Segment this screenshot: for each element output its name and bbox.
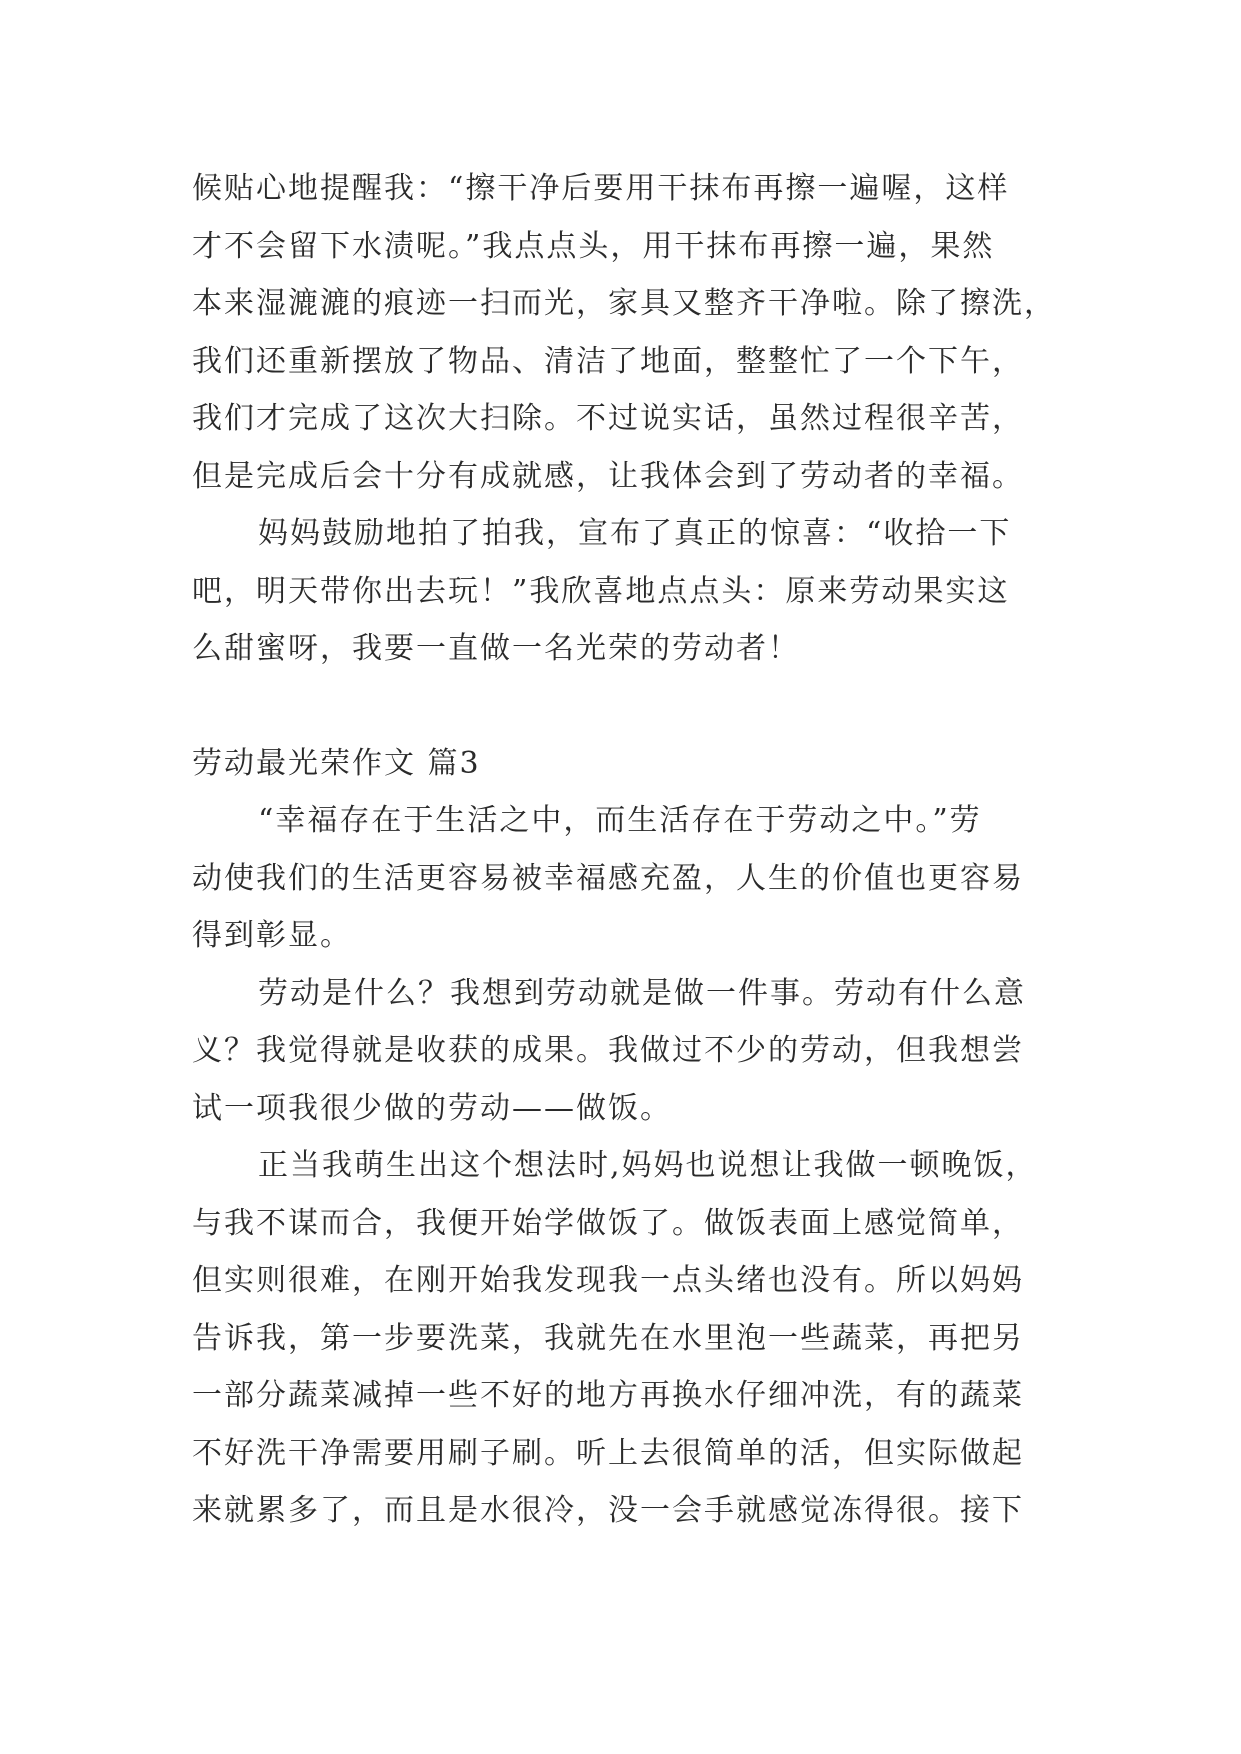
text-line: 得到彰显。 xyxy=(192,918,352,953)
text-line: 我们才完成了这次大扫除。不过说实话，虽然过程很辛苦， xyxy=(192,401,1024,436)
text-line: 吧，明天带你出去玩！”我欣喜地点点头：原来劳动果实这 xyxy=(192,573,1010,609)
text-line: 劳动是什么？我想到劳动就是做一件事。劳动有什么意 xyxy=(258,975,1026,1011)
paragraph-happiness-quote xyxy=(192,792,1052,965)
section-heading: 劳动最光荣作文 篇3 xyxy=(192,745,481,781)
document-body xyxy=(192,160,1056,1540)
text-line: 才不会留下水渍呢。”我点点头，用干抹布再擦一遍，果然 xyxy=(192,228,995,264)
text-line: 候贴心地提醒我：“擦干净后要用干抹布再擦一遍喔，这样 xyxy=(192,171,1010,206)
text-line: 妈妈鼓励地拍了拍我，宣布了真正的惊喜：“收拾一下 xyxy=(258,516,1012,551)
text-line: 动使我们的生活更容易被幸福感充盈，人生的价值也更容易 xyxy=(192,860,1024,896)
paragraph-cleaning-continued xyxy=(192,160,1056,505)
text-line: 我们还重新摆放了物品、清洁了地面，整整忙了一个下午， xyxy=(192,343,1024,379)
text-line: 本来湿漉漉的痕迹一扫而光，家具又整齐干净啦。除了擦洗， xyxy=(192,286,1056,321)
text-line: 试一项我很少做的劳动——做饭。 xyxy=(192,1090,672,1126)
text-line: 但是完成后会十分有成就感，让我体会到了劳动者的幸福。 xyxy=(192,458,1024,494)
text-line: 义？我觉得就是收获的成果。我做过不少的劳动，但我想尝 xyxy=(192,1033,1024,1068)
section-gap xyxy=(192,678,1052,735)
text-line: 正当我萌生出这个想法时,妈妈也说想让我做一顿晚饭， xyxy=(258,1148,1038,1183)
text-line: 来就累多了，而且是水很冷，没一会手就感觉冻得很。接下 xyxy=(192,1493,1024,1528)
text-line: 一部分蔬菜减掉一些不好的地方再换水仔细冲洗，有的蔬菜 xyxy=(192,1378,1024,1413)
paragraph-mom-surprise xyxy=(192,505,1052,678)
text-line: 告诉我，第一步要洗菜，我就先在水里泡一些蔬菜，再把另 xyxy=(192,1320,1024,1356)
paragraph-what-is-labor xyxy=(192,965,1052,1138)
text-line: 么甜蜜呀，我要一直做一名光荣的劳动者！ xyxy=(192,631,800,666)
text-line: “幸福存在于生活之中，而生活存在于劳动之中。”劳 xyxy=(258,803,982,838)
paragraph-cooking xyxy=(192,1137,1052,1540)
text-line: 与我不谋而合，我便开始学做饭了。做饭表面上感觉简单， xyxy=(192,1205,1024,1241)
text-line: 不好洗干净需要用刷子刷。听上去很简单的活，但实际做起 xyxy=(192,1435,1024,1471)
text-line: 但实则很难，在刚开始我发现我一点头绪也没有。所以妈妈 xyxy=(192,1263,1024,1298)
